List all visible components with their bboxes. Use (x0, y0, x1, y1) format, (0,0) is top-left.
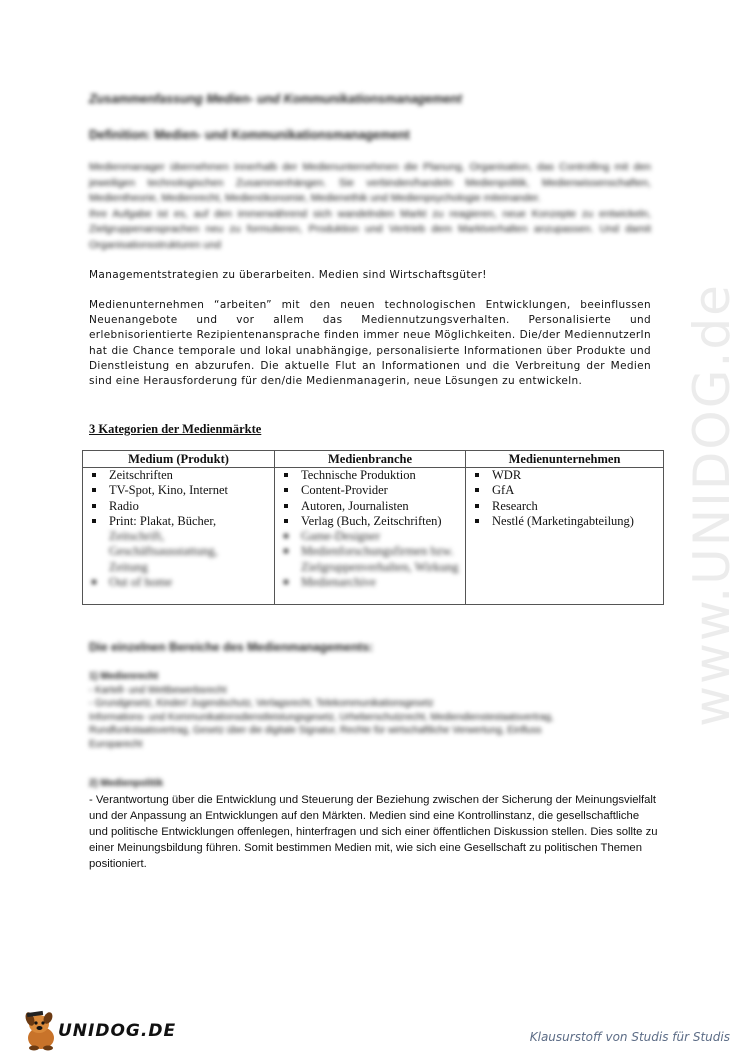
list-item: Geschäftsausstattung, (109, 544, 218, 559)
dog-mascot-icon (22, 1008, 60, 1052)
watermark (650, 270, 750, 740)
list-item: GfA (470, 483, 659, 498)
definition-paragraph-2: Ihre Aufgabe ist es, auf den immerwährend sich wandelnden Markt zu reagieren, neue Konzepte zu entwickeln, Zielgruppenansprachen neu zu formulieren, Produktion und Vertrieb dem Marktverhalten anzupassen. Und damit Organisationsstrukturen und (89, 207, 651, 251)
list-item: Medienarchive (279, 575, 461, 590)
list-item: Technische Produktion (279, 468, 461, 483)
bereiche-heading: Die einzelnen Bereiche des Medienmanagements: (89, 640, 374, 654)
document-title: Zusammenfassung Medien- und Kommunikationsmanagement (89, 92, 462, 106)
medienbranche-list-blurred (279, 529, 461, 590)
media-markets-table (82, 450, 664, 605)
medienbranche-list (279, 468, 461, 529)
column-header-medienunternehmen: Medienunternehmen (466, 451, 664, 468)
table-header-row (83, 451, 664, 468)
list-item: WDR (470, 468, 659, 483)
medienrecht-line: Europarecht (89, 738, 143, 750)
list-item: Research (470, 499, 659, 514)
definition-paragraph-1: Medienmanager übernehmen innerhalb der Medienunternehmen die Planung, Organisation, das Controlling mit den jeweiligen technologischen Zusammenhängen. Sie verbinden/handeln Medienpolitik, Medienwissenschaften, Medientheorie, Medienrecht, Medienökonomie, Medienethik und Medienpsychologie miteinander. (89, 161, 651, 204)
list-item: Medienforschungsfirmen bzw. Zielgruppenverhalten, Wirkung (279, 544, 461, 575)
medienrecht-heading: 1) Medienrecht (89, 671, 159, 682)
medienpolitik-heading: 2) Medienpolitik (89, 778, 164, 789)
list-item: Game-Designer (279, 529, 461, 544)
medienrecht-line: Informations- und Kommunikationsdienstleistungsgesetz, Urheberschutzrecht, Mediendienstestaatsvertrag, (89, 711, 554, 723)
definition-paragraph-blurred (89, 160, 651, 253)
medienrecht-line: Rundfunkstaatsvertrag, Gesetz über die digitale Signatur, Rechte für wirtschaftliche Verwertung, Einfluss (89, 725, 542, 736)
medienrecht-line: - Kartell- und Wettbewerbsrecht (89, 684, 227, 696)
list-item: Autoren, Journalisten (279, 499, 461, 514)
unternehmen-paragraph: Medienunternehmen “arbeiten” mit den neuen technologischen Entwicklungen, beeinflussen Neuenangebote und vor allem das Mediennutzungsverhalten. Personalisierte und erlebnisorientierte Rezipientenansprache finden immer neue Möglichkeiten. Die/der MediennutzerIn hat die Chance temporale und lokal unabhängige, personalisierte Informationen über Produkte und Dienstleistung en abzurufen. Die aktuelle Flut an Informationen und die Verbreitung der Medien sind eine Herausforderung für den/die Medienmanagerin, neue Lösungen zu entwickeln. (89, 299, 651, 388)
list-item: Print: Plakat, Bücher, (87, 514, 270, 529)
table-row (83, 468, 664, 605)
watermark-text: www.UNIDOG.de (683, 283, 741, 727)
medienpolitik-text: - Verantwortung über die Entwicklung und Steuerung der Beziehung zwischen der Sicherung der Meinungsvielfalt und der Anpassung an Entwicklungen auf den Märkten. Medien sind eine Kontrollinstanz, die gesellschaftliche und politische Entwicklungen offenlegen, hinterfragen und sich einer öffentlichen Diskussion stellen. Dies sollte zu einer Meinungsbildung führen. Somit bestimmen Medien mit, wie sich eine Gesellschaft zu politischen Themen positioniert. (89, 794, 658, 870)
column-header-medium: Medium (Produkt) (83, 451, 275, 468)
medienrecht-line: - Grundgesetz, Kinder/ Jugendschutz, Verlagsrecht, Telekommunikationsgesetz (89, 698, 434, 709)
medium-list-blurred (87, 529, 270, 590)
footer-tagline: Klausurstoff von Studis für Studis (529, 1030, 730, 1044)
table-cell-medienbranche (275, 468, 466, 605)
column-header-medienbranche: Medienbranche (275, 451, 466, 468)
strategy-line: Managementstrategien zu überarbeiten. Medien sind Wirtschaftsgüter! (89, 269, 487, 281)
list-item: Content-Provider (279, 483, 461, 498)
medium-list (87, 468, 270, 529)
list-item: Zeitschrift, (109, 529, 165, 544)
list-item: Out of home (87, 575, 270, 590)
list-item: Verlag (Buch, Zeitschriften) (279, 514, 461, 529)
list-item: Zeitschriften (87, 468, 270, 483)
table-cell-medium (83, 468, 275, 605)
kategorien-heading: 3 Kategorien der Medienmärkte (89, 422, 262, 436)
medienunternehmen-list (470, 468, 659, 529)
list-item: Nestlé (Marketingabteilung) (470, 514, 659, 529)
table-cell-medienunternehmen (466, 468, 664, 605)
definition-heading: Definition: Medien- und Kommunikationsmanagement (89, 128, 410, 142)
unidog-logo (18, 1008, 177, 1052)
list-item: Zeitung (109, 559, 148, 574)
logo-text: UNIDOG.DE (58, 1021, 177, 1041)
list-item: Radio (87, 499, 270, 514)
list-item: TV-Spot, Kino, Internet (87, 483, 270, 498)
medienrecht-section (89, 670, 659, 751)
